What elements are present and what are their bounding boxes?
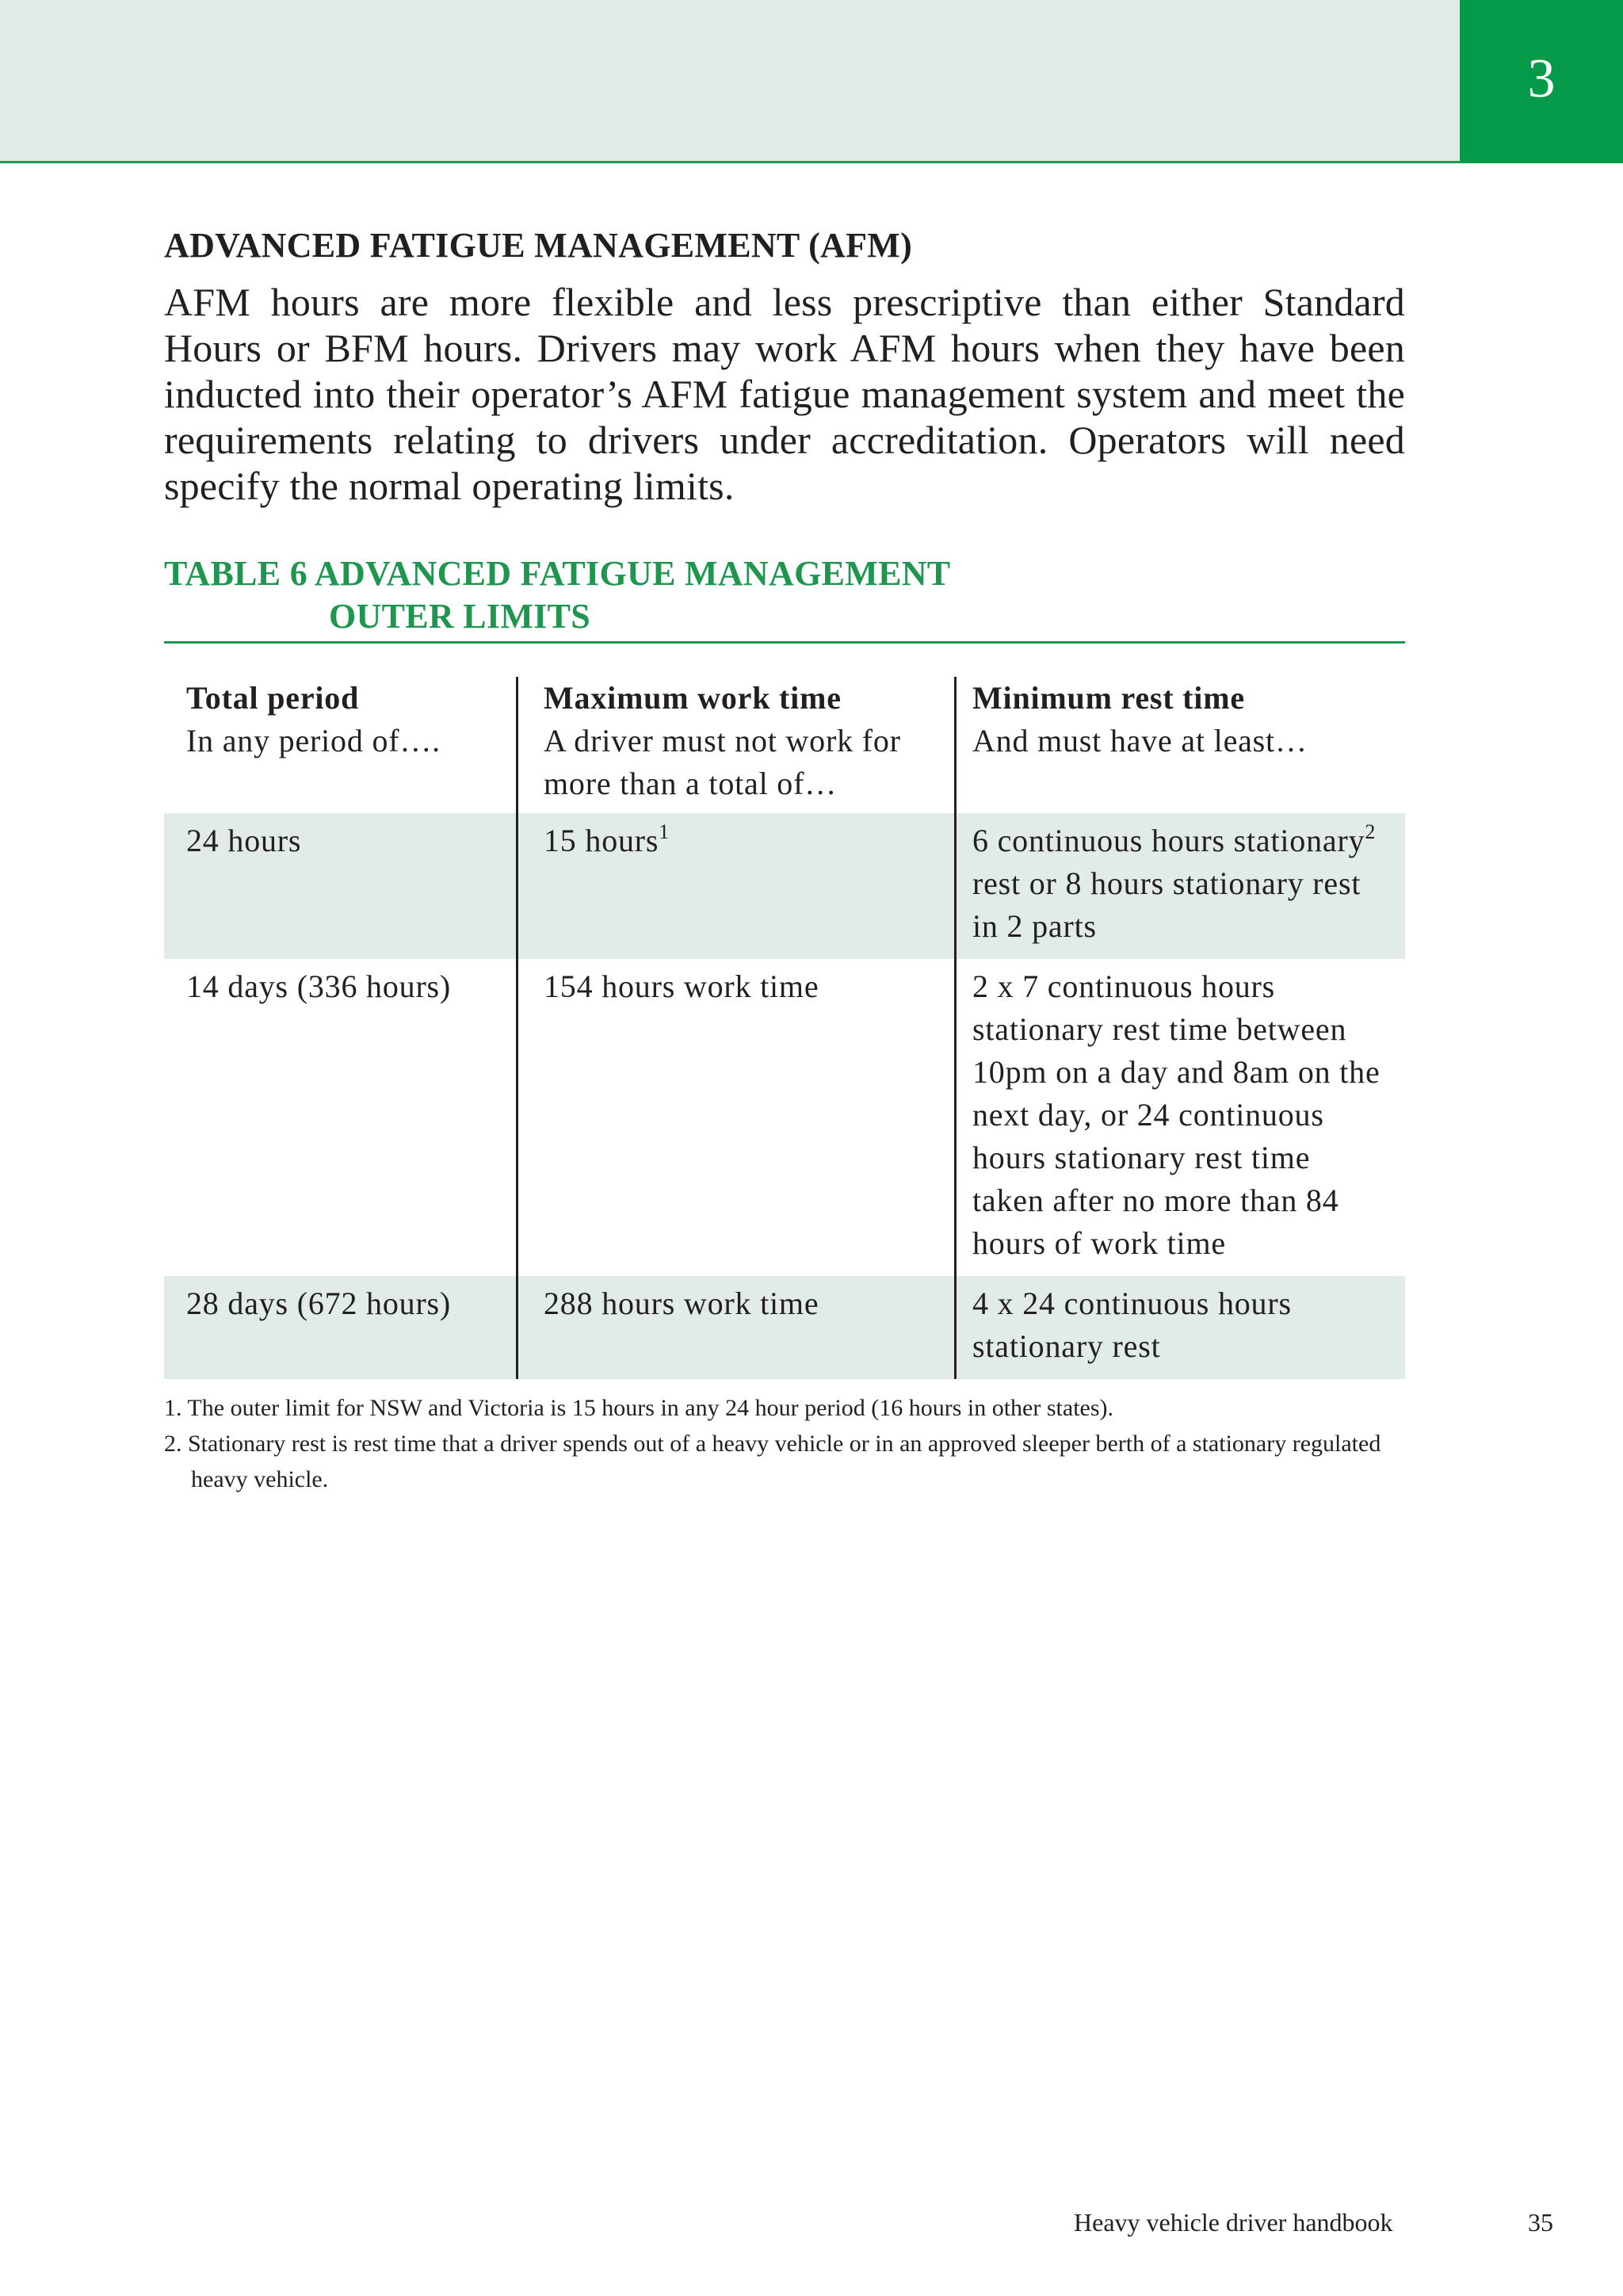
work-cell: 154 hours work time [517,959,956,1276]
section-heading: ADVANCED FATIGUE MANAGEMENT (AFM) [164,226,913,265]
rest-cell [956,813,1406,959]
rest-value-part2: rest or 8 hours stationary rest in 2 parts [972,865,1361,944]
footnote-ref: 2 [1365,819,1377,843]
column-heading: Minimum rest time [972,679,1245,716]
intro-paragraph: AFM hours are more flexible and less prescriptive than either Standard Hours or BFM hours. Drivers may work AFM hours when they have been inducted into their operator’s AFM fatigue management system and meet the requirements relating to drivers under accreditation. Operators will need specify the normal operating limits. [164,279,1405,508]
table-row [164,1276,1405,1379]
column-subheading: In any period of…. [186,722,441,758]
period-cell: 24 hours [164,813,517,959]
rest-cell: 4 x 24 continuous hours stationary rest [956,1276,1406,1379]
table-header-row [164,677,1405,813]
table-title [164,552,1405,638]
header-cell-rest [956,677,1406,813]
footer-title: Heavy vehicle driver handbook [1074,2208,1393,2237]
rest-value-part1: 6 continuous hours stationary [972,822,1365,858]
table-row [164,959,1405,1276]
chapter-number-tab [1460,0,1623,163]
footnote-ref: 1 [659,819,670,843]
afm-outer-limits-table [164,677,1405,1379]
column-heading: Total period [186,679,360,716]
period-cell: 28 days (672 hours) [164,1276,517,1379]
work-cell [517,813,956,959]
table-title-line1: TABLE 6 ADVANCED FATIGUE MANAGEMENT [164,553,951,593]
header-band [0,0,1460,163]
footnote: 2. Stationary rest is rest time that a driver spends out of a heavy vehicle or in an approved sleeper berth of a stationary regulated heavy vehicle. [164,1430,1381,1492]
work-value: 15 hours [544,822,659,858]
main-content [164,226,1405,1497]
footnote: 1. The outer limit for NSW and Victoria is 15 hours in any 24 hour period (16 hours in other states). [164,1394,1114,1421]
table-row [164,813,1405,959]
rest-cell: 2 x 7 continuous hours stationary rest time between 10pm on a day and 8am on the next day, or 24 continuous hours stationary rest time taken after no more than 84 hours of work time [972,968,1381,1261]
work-cell: 288 hours work time [517,1276,956,1379]
column-subheading: A driver must not work for more than a total of… [544,722,901,801]
column-heading: Maximum work time [544,679,842,716]
header-cell-work [517,677,956,813]
column-subheading: And must have at least… [972,722,1308,758]
period-cell: 14 days (336 hours) [186,968,452,1004]
table-title-rule [164,641,1405,644]
page-number: 35 [1528,2208,1553,2237]
table-footnotes [164,1390,1405,1497]
chapter-number: 3 [1527,48,1556,109]
table-title-line2: OUTER LIMITS [329,596,591,636]
header-cell-period [164,677,517,813]
